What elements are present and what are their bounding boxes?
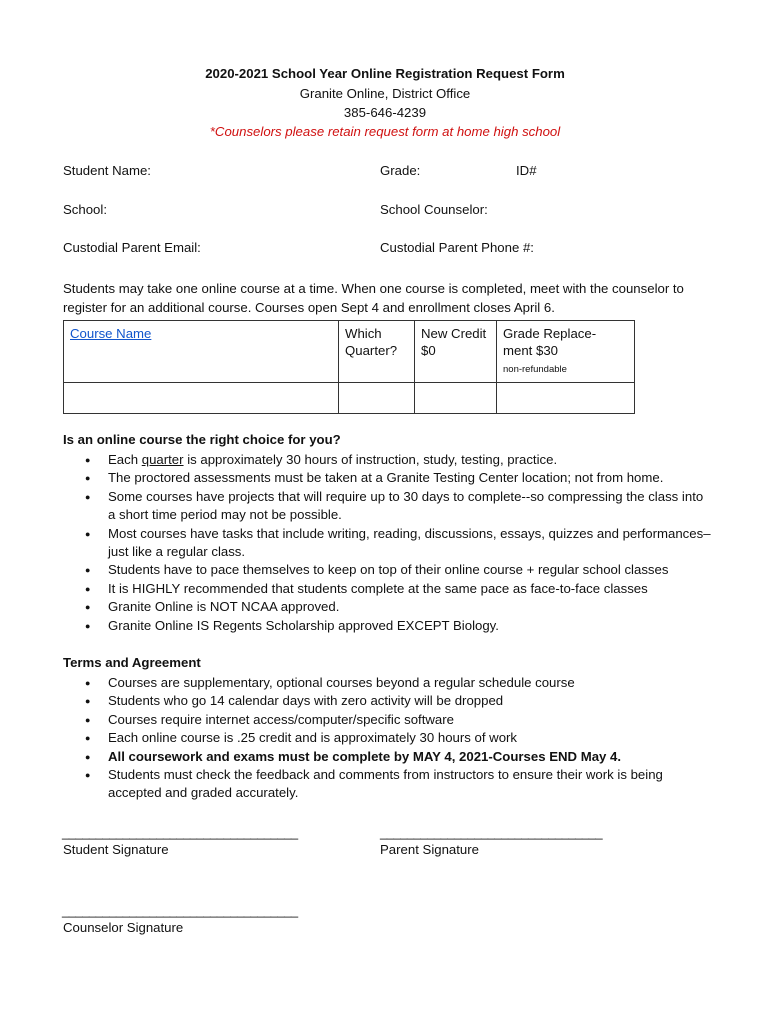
section-heading-right-choice: Is an online course the right choice for you? [63,432,341,447]
id-label: ID# [516,163,537,178]
list-item: ● Students who go 14 calendar days with zero activity will be dropped [63,692,713,710]
office-phone: 385-646-4239 [343,105,427,120]
list-item: ● Students have to pace themselves to keep on top of their online course + regular school classes [63,561,713,579]
counselor-signature-line[interactable]: ___________________________________ [62,903,298,918]
new-credit-header [415,321,497,383]
terms-list [63,674,713,803]
school-label: School: [63,202,107,217]
counselor-note: *Counselors please retain request form at home high school [209,124,561,139]
list-item: ● Courses are supplementary, optional courses beyond a regular schedule course [63,674,713,692]
new-credit-price: $0 [421,343,436,358]
course-table-entry-row [64,383,635,414]
list-item: ● Each quarter is approximately 30 hours of instruction, study, testing, practice. [63,451,713,469]
list-item: ● It is HIGHLY recommended that students complete at the same pace as face-to-face classes [63,580,713,598]
quarter-header-label: Which Quarter? [345,326,398,358]
student-name-label: Student Name: [63,163,151,178]
grade-label: Grade: [380,163,421,178]
school-counselor-label: School Counselor: [380,202,488,217]
quarter-underlined: quarter [141,452,184,467]
quarter-header [339,321,415,383]
quarter-cell[interactable] [339,383,415,414]
form-title: 2020-2021 School Year Online Registration Request Form [205,66,565,81]
office-name: Granite Online, District Office [299,86,471,101]
grade-replacement-header [497,321,635,383]
list-item: ● Each online course is .25 credit and is approximately 30 hours of work [63,729,713,747]
grade-replacement-label: Grade Replace- [503,326,597,341]
section-heading-terms: Terms and Agreement [63,655,201,670]
list-item: ● Granite Online is NOT NCAA approved. [63,598,713,616]
list-item: ● Most courses have tasks that include writing, reading, discussions, essays, quizzes and performances–just like a regular class. [63,525,713,562]
parent-email-label: Custodial Parent Email: [63,240,201,255]
parent-signature-label: Parent Signature [380,842,479,857]
course-name-header[interactable] [64,321,339,383]
list-item: ● Courses require internet access/computer/specific software [63,711,713,729]
course-table [63,320,635,414]
grade-replacement-cell[interactable] [497,383,635,414]
course-name-cell[interactable] [64,383,339,414]
new-credit-cell[interactable] [415,383,497,414]
student-signature-label: Student Signature [63,842,169,857]
counselor-signature-label: Counselor Signature [63,920,184,935]
right-choice-list [63,451,713,635]
list-item: ● Granite Online IS Regents Scholarship approved EXCEPT Biology. [63,617,713,635]
course-table-header-row [64,321,635,383]
intro-paragraph: Students may take one online course at a time. When one course is completed, meet with the counselor to register for an additional course. Courses open Sept 4 and enrollment closes April 6. [63,281,684,315]
student-signature-line[interactable]: ___________________________________ [62,825,298,840]
non-refundable-note: non-refundable [503,364,567,375]
new-credit-label: New Credit [421,326,487,341]
course-name-link[interactable]: Course Name [70,326,152,341]
list-item: ● All coursework and exams must be complete by MAY 4, 2021-Courses END May 4. [63,748,713,766]
grade-replacement-price: ment $30 [503,343,558,358]
parent-signature-line[interactable]: _________________________________ [380,825,603,840]
parent-phone-label: Custodial Parent Phone #: [380,240,534,255]
list-item: ● Students must check the feedback and comments from instructors to ensure their work is being accepted and graded accurately. [63,766,713,803]
list-item: ● Some courses have projects that will require up to 30 days to complete--so compressing the class into a short time period may not be possible. [63,488,713,525]
list-item: ● The proctored assessments must be taken at a Granite Testing Center location; not from home. [63,469,713,487]
